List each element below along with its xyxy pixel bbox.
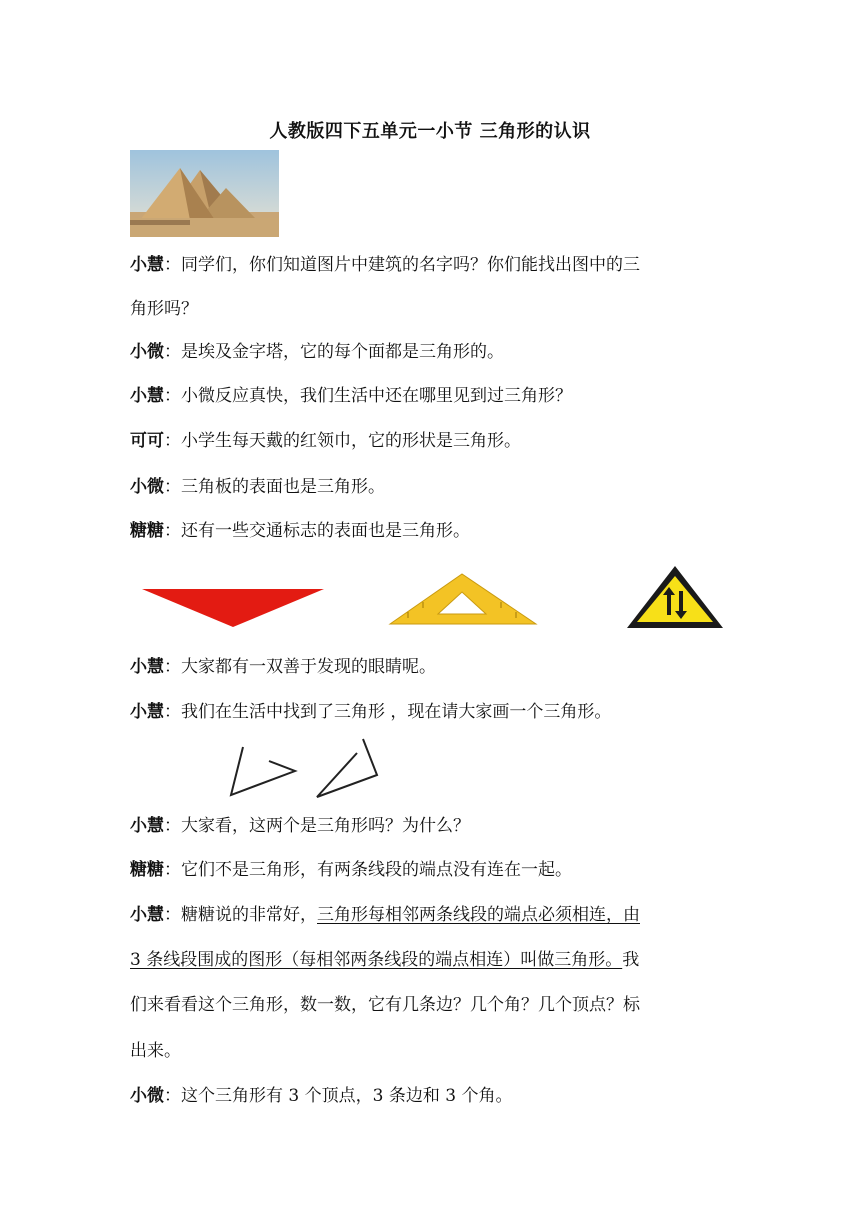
dialogue-text: ：我们在生活中找到了三角形 ，现在请大家画一个三角形。 — [164, 702, 612, 722]
definition-line-4 — [130, 1040, 730, 1062]
dialogue-text: 们来看看这个三角形，数一数，它有几条边？几个角？几个顶点？标 — [130, 995, 640, 1015]
dialogue-line — [130, 430, 730, 452]
traffic-warning-sign-image — [624, 563, 726, 631]
speaker-name: 小微 — [130, 1086, 164, 1106]
dialogue-text: 我 — [622, 950, 640, 970]
dialogue-text: ：小微反应真快，我们生活中还在哪里见到过三角形？ — [164, 386, 572, 406]
dialogue-text: 出来。 — [130, 1041, 181, 1061]
speaker-name: 可可 — [130, 431, 164, 451]
speaker-name: 小慧 — [130, 386, 164, 406]
dialogue-line — [130, 476, 730, 498]
dialogue-line — [130, 656, 730, 678]
dialogue-line — [130, 385, 730, 407]
definition-line-1 — [130, 904, 730, 926]
definition-underlined-text: 三角形每相邻两条线段的端点必须相连，由 — [317, 905, 640, 925]
dialogue-text: ：这个三角形有 3 个顶点，3 条边和 3 个角。 — [164, 1086, 513, 1106]
red-scarf-image — [140, 585, 326, 629]
dialogue-text: ：同学们，你们知道图片中建筑的名字吗？你们能找出图中的三 — [164, 255, 640, 275]
dialogue-text: ：糖糖说的非常好， — [164, 905, 317, 925]
definition-underlined-text: 3 条线段围成的图形（每相邻两条线段的端点相连）叫做三角形。 — [130, 950, 623, 970]
speaker-name: 小慧 — [130, 702, 164, 722]
dialogue-line — [130, 520, 730, 542]
dialogue-line — [130, 1085, 730, 1107]
definition-line-2 — [130, 949, 730, 971]
speaker-name: 糖糖 — [130, 860, 164, 880]
unclosed-triangles-drawing — [225, 735, 385, 801]
dialogue-line — [130, 815, 730, 837]
speaker-name: 小微 — [130, 477, 164, 497]
set-square-ruler-image — [388, 570, 538, 628]
dialogue-line — [130, 341, 730, 363]
dialogue-text: ：它们不是三角形，有两条线段的端点没有连在一起。 — [164, 860, 572, 880]
dialogue-line — [130, 859, 730, 881]
definition-line-3 — [130, 994, 730, 1016]
speaker-name: 小慧 — [130, 816, 164, 836]
dialogue-text: ：大家看，这两个是三角形吗？为什么？ — [164, 816, 470, 836]
dialogue-text: ：还有一些交通标志的表面也是三角形。 — [164, 521, 470, 541]
dialogue-text: ：大家都有一双善于发现的眼睛呢。 — [164, 657, 436, 677]
dialogue-line — [130, 254, 730, 276]
dialogue-line — [130, 701, 730, 723]
dialogue-line-continuation — [130, 298, 730, 320]
dialogue-text: 角形吗？ — [130, 299, 198, 319]
speaker-name: 小慧 — [130, 657, 164, 677]
page-title: 人教版四下五单元一小节 三角形的认识 — [269, 121, 591, 142]
dialogue-text: ：是埃及金字塔，它的每个面都是三角形的。 — [164, 342, 504, 362]
dialogue-text: ：小学生每天戴的红领巾，它的形状是三角形。 — [164, 431, 521, 451]
pyramids-photo — [130, 150, 279, 237]
speaker-name: 糖糖 — [130, 521, 164, 541]
speaker-name: 小慧 — [130, 255, 164, 275]
dialogue-text: ：三角板的表面也是三角形。 — [164, 477, 385, 497]
speaker-name: 小微 — [130, 342, 164, 362]
speaker-name: 小慧 — [130, 905, 164, 925]
